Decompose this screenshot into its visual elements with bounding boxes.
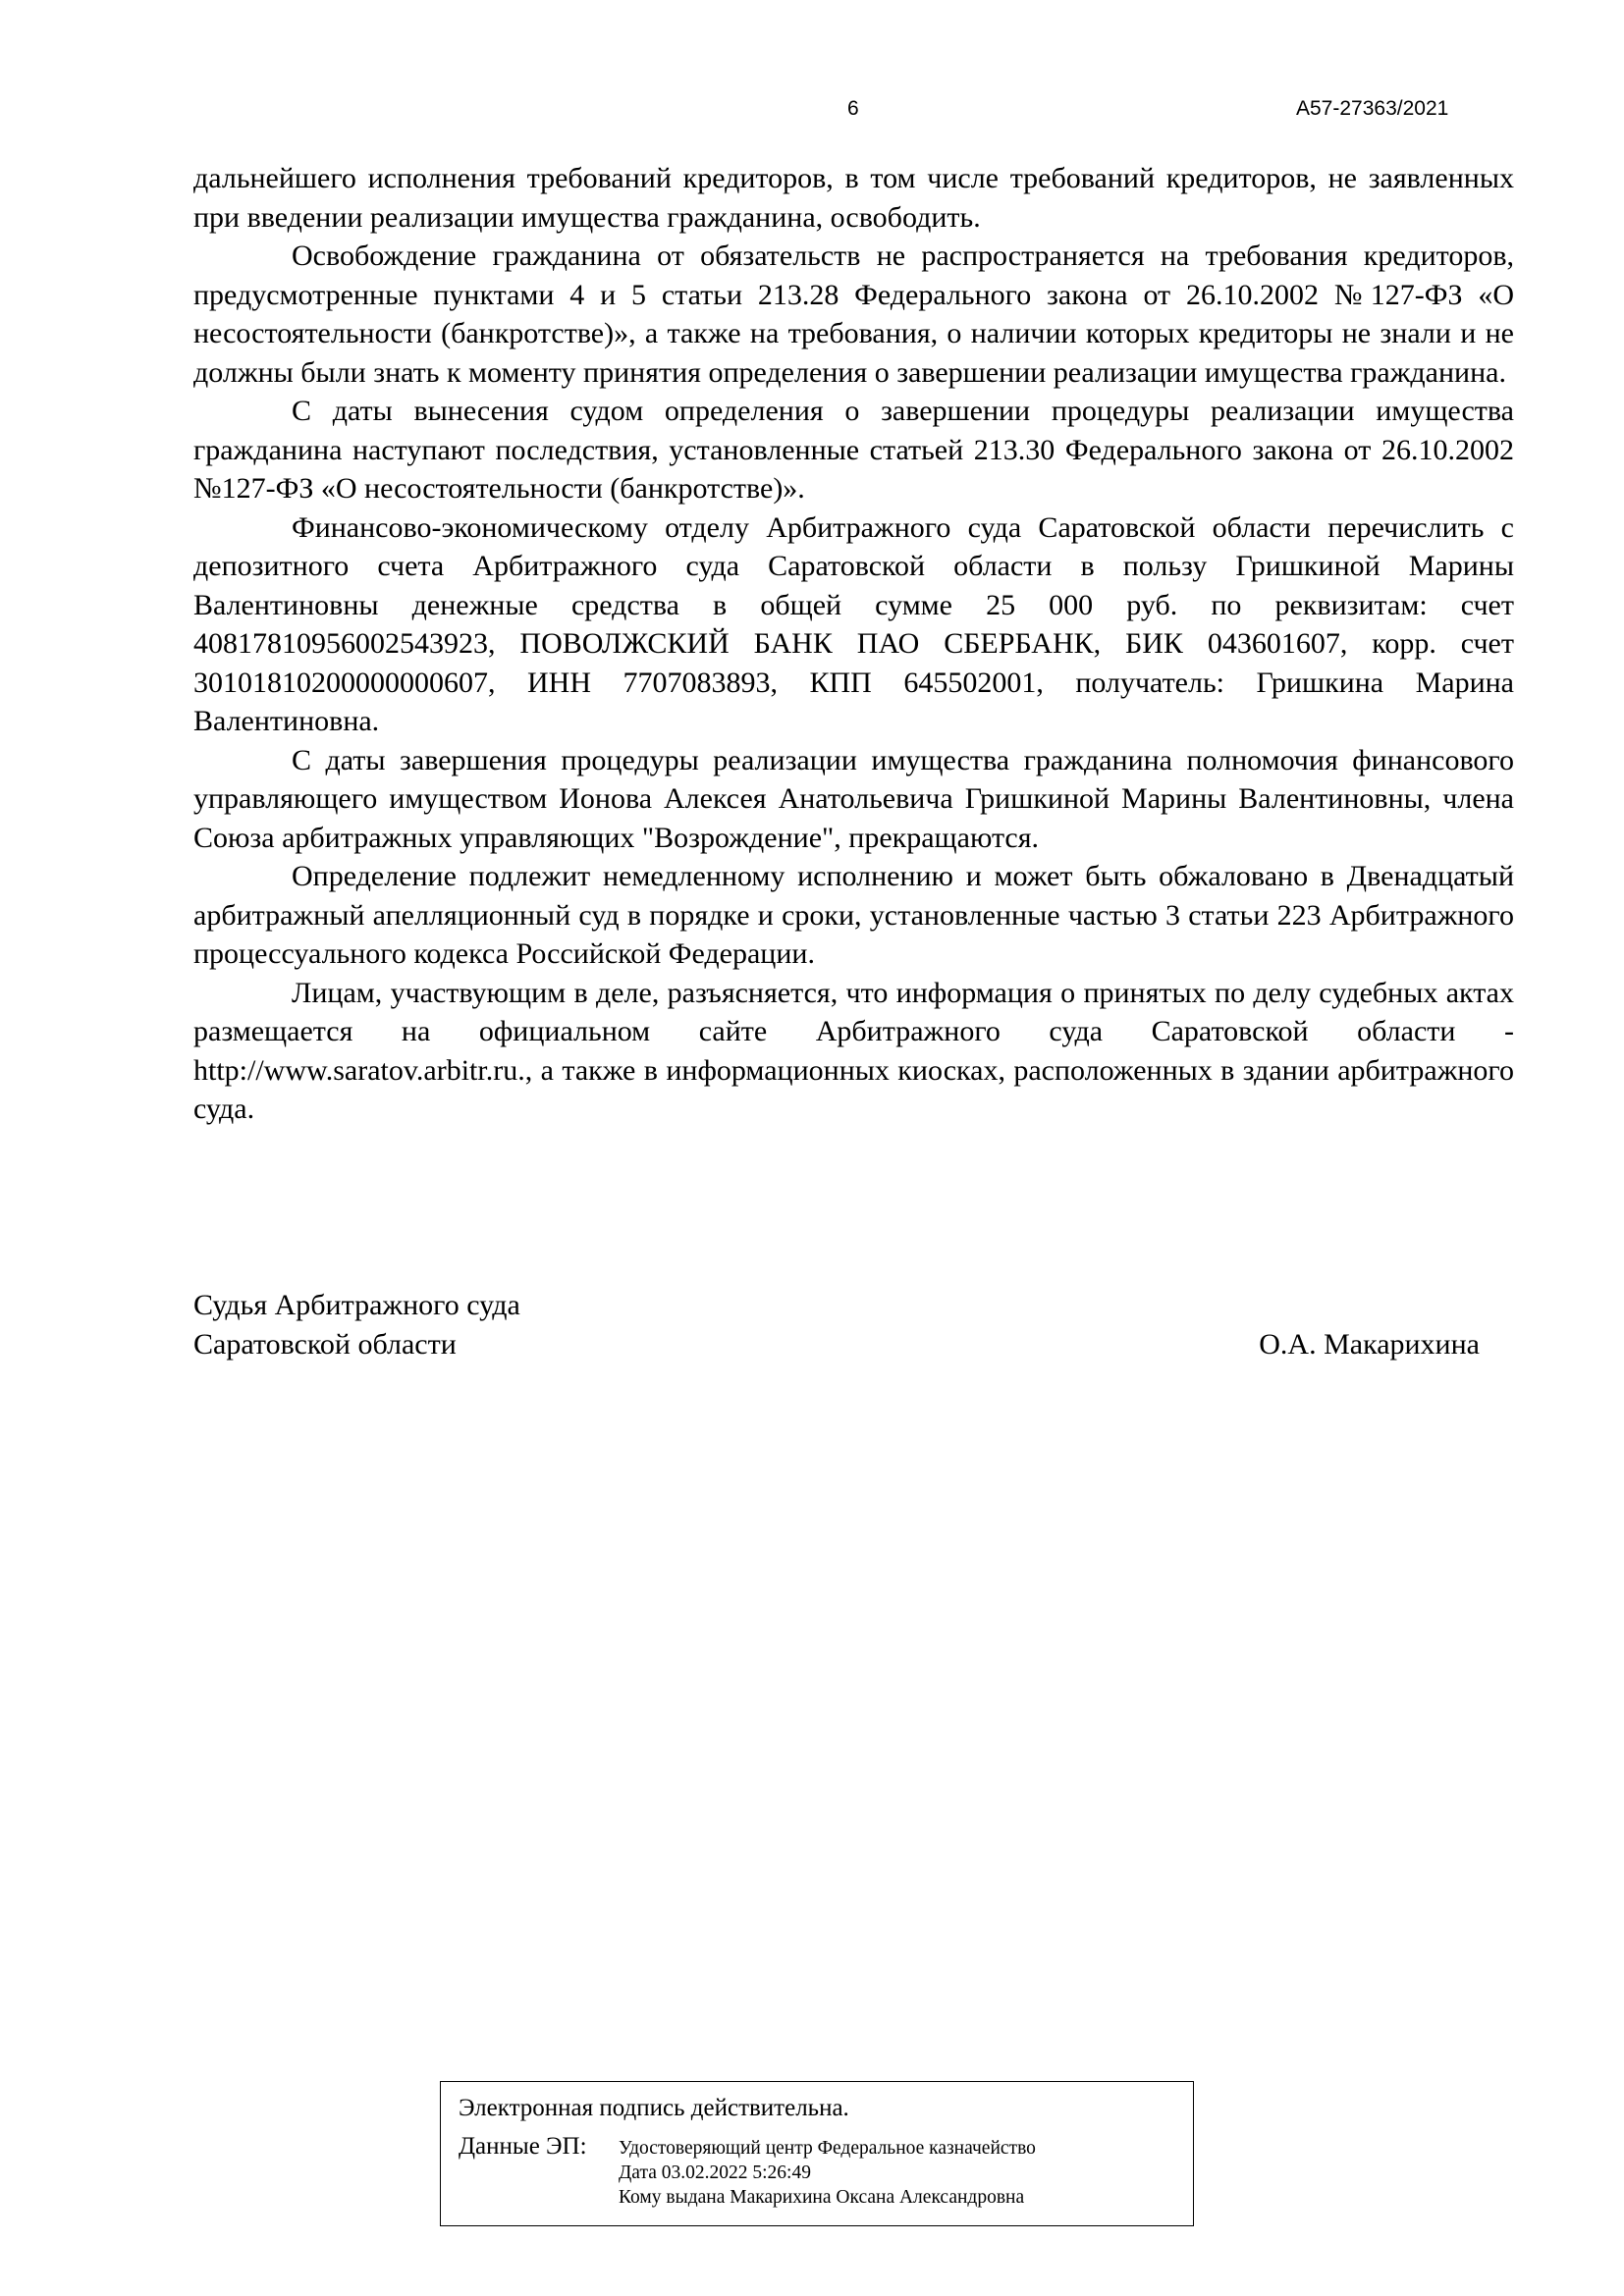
e-signature-issuer: Удостоверяющий центр Федеральное казначейство	[619, 2138, 1036, 2159]
document-body	[193, 159, 1514, 1129]
paragraph-payment-order: Финансово-экономическому отделу Арбитражного суда Саратовской области перечислить с депозитного счета Арбитражного суда Саратовской области в пользу Гришкиной Марины Валентиновны денежные средства в общей сумме 25 000 руб. по реквизитам: счет 40817810956002543923, ПОВОЛЖСКИЙ БАНК ПАО СБЕРБАНК, БИК 043601607, корр. счет 30101810200000000607, ИНН 7707083893, КПП 645502001, получатель: Гришкина Марина Валентиновна.	[193, 510, 1514, 737]
e-signature-date: Дата 03.02.2022 5:26:49	[619, 2163, 811, 2183]
page-number: 6	[847, 97, 859, 120]
e-signature-issued-to: Кому выдана Макарихина Оксана Александровна	[619, 2187, 1025, 2208]
paragraph-consequences: С даты вынесения судом определения о завершении процедуры реализации имущества гражданина наступают последствия, установленные статьей 213.30 Федерального закона от 26.10.2002 №127-ФЗ «О несостоятельности (банкротстве)».	[193, 395, 1514, 505]
judge-title-line2: Саратовской области	[193, 1327, 457, 1361]
signature-block	[193, 1286, 1514, 1363]
judge-title-line1: Судья Арбитражного суда	[193, 1289, 520, 1321]
judge-name: О.А. Макарихина	[1259, 1327, 1480, 1361]
paragraph-continuation: дальнейшего исполнения требований кредиторов, в том числе требований кредиторов, не заявленных при введении реализации имущества гражданина, освободить.	[193, 162, 1514, 234]
paragraph-exemption: Освобождение гражданина от обязательств не распространяется на требования кредиторов, предусмотренные пунктами 4 и 5 статьи 213.28 Федерального закона от 26.10.2002 №127-ФЗ «О несостоятельности (банкротстве)», а также на требования, о наличии которых кредиторы не знали и не должны были знать к моменту принятия определения о завершении реализации имущества гражданина.	[193, 240, 1514, 389]
case-number: А57-27363/2021	[1296, 97, 1449, 120]
e-signature-details	[619, 2132, 1036, 2210]
e-signature-data-label: Данные ЭП:	[459, 2133, 587, 2160]
e-signature-status: Электронная подпись действительна.	[459, 2095, 849, 2121]
judge-title-line2-row	[193, 1325, 1514, 1364]
paragraph-appeal: Определение подлежит немедленному исполнению и может быть обжаловано в Двенадцатый арбитражный апелляционный суд в порядке и сроки, установленные частью 3 статьи 223 Арбитражного процессуального кодекса Российской Федерации.	[193, 860, 1514, 970]
paragraph-information: Лицам, участвующим в деле, разъясняется, что информация о принятых по делу судебных актах размещается на официальном сайте Арбитражного суда Саратовской области - http://www.saratov.arbitr.ru., а также в информационных киосках, расположенных в здании арбитражного суда.	[193, 976, 1514, 1125]
paragraph-manager-powers: С даты завершения процедуры реализации имущества гражданина полномочия финансового управляющего имуществом Ионова Алексея Анатольевича Гришкиной Марины Валентиновны, члена Союза арбитражных управляющих "Возрождение", прекращаются.	[193, 743, 1514, 854]
e-signature-box	[440, 2081, 1194, 2226]
e-signature-data-row	[459, 2132, 1175, 2210]
